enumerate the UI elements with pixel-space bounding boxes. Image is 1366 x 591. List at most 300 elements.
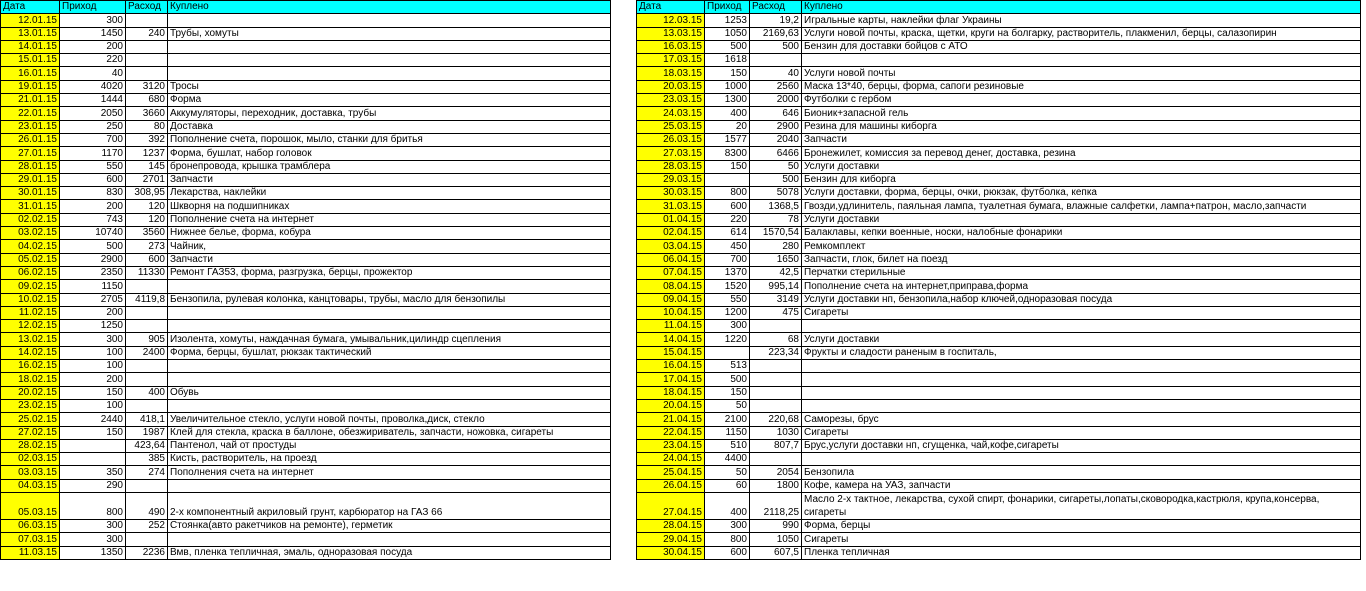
expense-cell[interactable]: 905: [126, 333, 168, 346]
bought-cell[interactable]: [168, 280, 611, 293]
date-cell[interactable]: 20.03.15: [637, 80, 705, 93]
income-cell[interactable]: 600: [705, 546, 750, 559]
bought-cell[interactable]: Услуги доставки: [802, 160, 1361, 173]
date-cell[interactable]: 16.02.15: [1, 360, 60, 373]
expense-cell[interactable]: [750, 399, 802, 412]
income-cell[interactable]: 614: [705, 227, 750, 240]
expense-cell[interactable]: 145: [126, 160, 168, 173]
income-cell[interactable]: 2705: [60, 293, 126, 306]
income-cell[interactable]: 200: [60, 200, 126, 213]
date-cell[interactable]: 14.04.15: [637, 333, 705, 346]
bought-cell[interactable]: Вмв, пленка тепличная, эмаль, одноразовая посуда: [168, 546, 611, 559]
date-cell[interactable]: 18.03.15: [637, 67, 705, 80]
income-cell[interactable]: 300: [60, 519, 126, 532]
date-cell[interactable]: 22.04.15: [637, 426, 705, 439]
income-cell[interactable]: 300: [705, 320, 750, 333]
bought-cell[interactable]: Услуги доставки: [802, 333, 1361, 346]
income-cell[interactable]: 150: [705, 160, 750, 173]
income-cell[interactable]: 350: [60, 466, 126, 479]
expense-cell[interactable]: 475: [750, 306, 802, 319]
bought-cell[interactable]: Маска 13*40, берцы, форма, сапоги резиновые: [802, 80, 1361, 93]
expense-cell[interactable]: 2054: [750, 466, 802, 479]
bought-cell[interactable]: Запчасти: [802, 133, 1361, 146]
date-cell[interactable]: 09.02.15: [1, 280, 60, 293]
expense-cell[interactable]: [126, 399, 168, 412]
bought-cell[interactable]: Форма, берцы, бушлат, рюкзак тактический: [168, 346, 611, 359]
header-income[interactable]: Приход: [60, 1, 126, 14]
date-cell[interactable]: 21.01.15: [1, 94, 60, 107]
bought-cell[interactable]: [168, 320, 611, 333]
expense-cell[interactable]: 423,64: [126, 439, 168, 452]
bought-cell[interactable]: [168, 479, 611, 492]
bought-cell[interactable]: Футболки с гербом: [802, 94, 1361, 107]
bought-cell[interactable]: 2-х компонентный акриловый грунт, карбюратор на ГАЗ 66: [168, 492, 611, 519]
date-cell[interactable]: 20.04.15: [637, 399, 705, 412]
expense-cell[interactable]: [750, 54, 802, 67]
date-cell[interactable]: 21.04.15: [637, 413, 705, 426]
bought-cell[interactable]: [168, 14, 611, 27]
expense-cell[interactable]: 50: [750, 160, 802, 173]
income-cell[interactable]: 1618: [705, 54, 750, 67]
date-cell[interactable]: 16.03.15: [637, 40, 705, 53]
expense-cell[interactable]: 11330: [126, 266, 168, 279]
bought-cell[interactable]: Резина для машины киборга: [802, 120, 1361, 133]
date-cell[interactable]: 26.03.15: [637, 133, 705, 146]
date-cell[interactable]: 24.04.15: [637, 453, 705, 466]
date-cell[interactable]: 30.03.15: [637, 187, 705, 200]
income-cell[interactable]: 10740: [60, 227, 126, 240]
bought-cell[interactable]: Кисть, растворитель, на проезд: [168, 453, 611, 466]
bought-cell[interactable]: [802, 373, 1361, 386]
date-cell[interactable]: 31.01.15: [1, 200, 60, 213]
expense-cell[interactable]: 400: [126, 386, 168, 399]
income-cell[interactable]: [60, 453, 126, 466]
income-cell[interactable]: 830: [60, 187, 126, 200]
date-cell[interactable]: 06.03.15: [1, 519, 60, 532]
date-cell[interactable]: 22.01.15: [1, 107, 60, 120]
date-cell[interactable]: 06.04.15: [637, 253, 705, 266]
expense-cell[interactable]: 1570,54: [750, 227, 802, 240]
income-cell[interactable]: 1220: [705, 333, 750, 346]
income-cell[interactable]: 4400: [705, 453, 750, 466]
expense-cell[interactable]: [126, 54, 168, 67]
date-cell[interactable]: 02.03.15: [1, 453, 60, 466]
income-cell[interactable]: 1300: [705, 94, 750, 107]
expense-cell[interactable]: [126, 67, 168, 80]
income-cell[interactable]: 450: [705, 240, 750, 253]
header-expense[interactable]: Расход: [750, 1, 802, 14]
bought-cell[interactable]: Пленка тепличная: [802, 546, 1361, 559]
date-cell[interactable]: 31.03.15: [637, 200, 705, 213]
expense-cell[interactable]: 418,1: [126, 413, 168, 426]
date-cell[interactable]: 04.03.15: [1, 479, 60, 492]
bought-cell[interactable]: Услуги новой почты: [802, 67, 1361, 80]
expense-cell[interactable]: [126, 40, 168, 53]
date-cell[interactable]: 30.04.15: [637, 546, 705, 559]
income-cell[interactable]: 20: [705, 120, 750, 133]
expense-cell[interactable]: [750, 453, 802, 466]
income-cell[interactable]: 200: [60, 306, 126, 319]
expense-cell[interactable]: 2560: [750, 80, 802, 93]
date-cell[interactable]: 17.04.15: [637, 373, 705, 386]
date-cell[interactable]: 18.04.15: [637, 386, 705, 399]
bought-cell[interactable]: Пополнения счета на интернет: [168, 466, 611, 479]
expense-cell[interactable]: 607,5: [750, 546, 802, 559]
expense-cell[interactable]: 807,7: [750, 439, 802, 452]
date-cell[interactable]: 27.03.15: [637, 147, 705, 160]
date-cell[interactable]: 15.04.15: [637, 346, 705, 359]
bought-cell[interactable]: Нижнее белье, форма, кобура: [168, 227, 611, 240]
date-cell[interactable]: 13.02.15: [1, 333, 60, 346]
income-cell[interactable]: 290: [60, 479, 126, 492]
date-cell[interactable]: 15.01.15: [1, 54, 60, 67]
header-income[interactable]: Приход: [705, 1, 750, 14]
bought-cell[interactable]: Кофе, камера на УАЗ, запчасти: [802, 479, 1361, 492]
income-cell[interactable]: 4020: [60, 80, 126, 93]
date-cell[interactable]: 07.04.15: [637, 266, 705, 279]
bought-cell[interactable]: Аккумуляторы, переходник, доставка, трубы: [168, 107, 611, 120]
income-cell[interactable]: 2050: [60, 107, 126, 120]
date-cell[interactable]: 29.01.15: [1, 173, 60, 186]
income-cell[interactable]: 800: [705, 187, 750, 200]
expense-cell[interactable]: [750, 360, 802, 373]
expense-cell[interactable]: 19,2: [750, 14, 802, 27]
bought-cell[interactable]: Услуги доставки нп, бензопила,набор ключей,одноразовая посуда: [802, 293, 1361, 306]
header-bought[interactable]: Куплено: [802, 1, 1361, 14]
income-cell[interactable]: 743: [60, 213, 126, 226]
bought-cell[interactable]: Услуги доставки, форма, берцы, очки, рюкзак, футболка, кепка: [802, 187, 1361, 200]
header-date[interactable]: Дата: [637, 1, 705, 14]
date-cell[interactable]: 23.03.15: [637, 94, 705, 107]
date-cell[interactable]: 27.01.15: [1, 147, 60, 160]
bought-cell[interactable]: Услуги новой почты, краска, щетки, круги на болгарку, растворитель, плакменил, берцы, салазопирин: [802, 27, 1361, 40]
date-cell[interactable]: 25.03.15: [637, 120, 705, 133]
expense-cell[interactable]: 490: [126, 492, 168, 519]
income-cell[interactable]: 800: [60, 492, 126, 519]
date-cell[interactable]: 11.02.15: [1, 306, 60, 319]
bought-cell[interactable]: Гвозди,удлинитель, паяльная лампа, туалетная бумага, влажные салфетки, лампа+патрон, масло,запчасти: [802, 200, 1361, 213]
income-cell[interactable]: 1350: [60, 546, 126, 559]
bought-cell[interactable]: [802, 399, 1361, 412]
income-cell[interactable]: 500: [60, 240, 126, 253]
expense-cell[interactable]: [750, 386, 802, 399]
bought-cell[interactable]: Масло 2-х тактное, лекарства, сухой спирт, фонарики, сигареты,лопаты,сковородка,кастрюля, крупа,консерва, сигареты: [802, 492, 1361, 519]
date-cell[interactable]: 26.04.15: [637, 479, 705, 492]
bought-cell[interactable]: Ремкомплект: [802, 240, 1361, 253]
income-cell[interactable]: 800: [705, 533, 750, 546]
income-cell[interactable]: 510: [705, 439, 750, 452]
expense-cell[interactable]: 385: [126, 453, 168, 466]
date-cell[interactable]: 30.01.15: [1, 187, 60, 200]
income-cell[interactable]: 300: [705, 519, 750, 532]
date-cell[interactable]: 27.04.15: [637, 492, 705, 519]
bought-cell[interactable]: [168, 67, 611, 80]
date-cell[interactable]: 09.04.15: [637, 293, 705, 306]
bought-cell[interactable]: Перчатки стерильные: [802, 266, 1361, 279]
date-cell[interactable]: 01.04.15: [637, 213, 705, 226]
bought-cell[interactable]: Сигареты: [802, 533, 1361, 546]
bought-cell[interactable]: [168, 360, 611, 373]
bought-cell[interactable]: [802, 360, 1361, 373]
income-cell[interactable]: [705, 346, 750, 359]
bought-cell[interactable]: Шкворня на подшипниках: [168, 200, 611, 213]
expense-cell[interactable]: 2400: [126, 346, 168, 359]
date-cell[interactable]: 03.04.15: [637, 240, 705, 253]
expense-cell[interactable]: 220,68: [750, 413, 802, 426]
expense-cell[interactable]: 2040: [750, 133, 802, 146]
bought-cell[interactable]: Изолента, хомуты, наждачная бумага, умывальник,цилиндр сцепления: [168, 333, 611, 346]
date-cell[interactable]: 18.02.15: [1, 373, 60, 386]
date-cell[interactable]: 28.03.15: [637, 160, 705, 173]
date-cell[interactable]: 03.03.15: [1, 466, 60, 479]
income-cell[interactable]: 1150: [60, 280, 126, 293]
expense-cell[interactable]: 3120: [126, 80, 168, 93]
expense-cell[interactable]: 1368,5: [750, 200, 802, 213]
bought-cell[interactable]: бронепровода, крышка трамблера: [168, 160, 611, 173]
income-cell[interactable]: 700: [705, 253, 750, 266]
income-cell[interactable]: 40: [60, 67, 126, 80]
date-cell[interactable]: 23.04.15: [637, 439, 705, 452]
date-cell[interactable]: 28.02.15: [1, 439, 60, 452]
bought-cell[interactable]: Брус,услуги доставки нп, сгущенка, чай,кофе,сигареты: [802, 439, 1361, 452]
income-cell[interactable]: 1170: [60, 147, 126, 160]
bought-cell[interactable]: Балаклавы, кепки военные, носки, налобные фонарики: [802, 227, 1361, 240]
expense-cell[interactable]: 42,5: [750, 266, 802, 279]
expense-cell[interactable]: 240: [126, 27, 168, 40]
header-expense[interactable]: Расход: [126, 1, 168, 14]
date-cell[interactable]: 04.02.15: [1, 240, 60, 253]
date-cell[interactable]: 16.01.15: [1, 67, 60, 80]
bought-cell[interactable]: Услуги доставки: [802, 213, 1361, 226]
bought-cell[interactable]: Бензопила, рулевая колонка, канцтовары, трубы, масло для бензопилы: [168, 293, 611, 306]
date-cell[interactable]: 14.02.15: [1, 346, 60, 359]
expense-cell[interactable]: 392: [126, 133, 168, 146]
bought-cell[interactable]: Бензин для доставки бойцов с АТО: [802, 40, 1361, 53]
income-cell[interactable]: 600: [705, 200, 750, 213]
income-cell[interactable]: 1444: [60, 94, 126, 107]
bought-cell[interactable]: Игральные карты, наклейки флаг Украины: [802, 14, 1361, 27]
income-cell[interactable]: 150: [60, 426, 126, 439]
bought-cell[interactable]: Трубы, хомуты: [168, 27, 611, 40]
bought-cell[interactable]: Запчасти: [168, 173, 611, 186]
income-cell[interactable]: 2900: [60, 253, 126, 266]
date-cell[interactable]: 06.02.15: [1, 266, 60, 279]
income-cell[interactable]: [705, 173, 750, 186]
expense-cell[interactable]: 1987: [126, 426, 168, 439]
bought-cell[interactable]: Чайник,: [168, 240, 611, 253]
bought-cell[interactable]: Лекарства, наклейки: [168, 187, 611, 200]
date-cell[interactable]: 10.04.15: [637, 306, 705, 319]
date-cell[interactable]: 02.04.15: [637, 227, 705, 240]
date-cell[interactable]: 02.02.15: [1, 213, 60, 226]
date-cell[interactable]: 19.01.15: [1, 80, 60, 93]
date-cell[interactable]: 16.04.15: [637, 360, 705, 373]
income-cell[interactable]: 300: [60, 14, 126, 27]
income-cell[interactable]: 400: [705, 107, 750, 120]
bought-cell[interactable]: [802, 453, 1361, 466]
expense-cell[interactable]: 2701: [126, 173, 168, 186]
bought-cell[interactable]: Тросы: [168, 80, 611, 93]
expense-cell[interactable]: 2000: [750, 94, 802, 107]
expense-cell[interactable]: 78: [750, 213, 802, 226]
expense-cell[interactable]: 280: [750, 240, 802, 253]
date-cell[interactable]: 12.02.15: [1, 320, 60, 333]
expense-cell[interactable]: 2169,63: [750, 27, 802, 40]
income-cell[interactable]: 1450: [60, 27, 126, 40]
income-cell[interactable]: 100: [60, 399, 126, 412]
bought-cell[interactable]: Увеличительное стекло, услуги новой почты, проволка,диск, стекло: [168, 413, 611, 426]
expense-cell[interactable]: [126, 320, 168, 333]
expense-cell[interactable]: 600: [126, 253, 168, 266]
expense-cell[interactable]: 5078: [750, 187, 802, 200]
expense-cell[interactable]: 120: [126, 213, 168, 226]
date-cell[interactable]: 20.02.15: [1, 386, 60, 399]
bought-cell[interactable]: [802, 320, 1361, 333]
bought-cell[interactable]: Сигареты: [802, 306, 1361, 319]
bought-cell[interactable]: Обувь: [168, 386, 611, 399]
expense-cell[interactable]: 500: [750, 40, 802, 53]
income-cell[interactable]: [60, 439, 126, 452]
date-cell[interactable]: 03.02.15: [1, 227, 60, 240]
bought-cell[interactable]: Пополнение счета на интернет,приправа,форма: [802, 280, 1361, 293]
income-cell[interactable]: 1253: [705, 14, 750, 27]
expense-cell[interactable]: 68: [750, 333, 802, 346]
expense-cell[interactable]: 3149: [750, 293, 802, 306]
header-bought[interactable]: Куплено: [168, 1, 611, 14]
bought-cell[interactable]: Бионик+запасной гель: [802, 107, 1361, 120]
date-cell[interactable]: 23.02.15: [1, 399, 60, 412]
income-cell[interactable]: 200: [60, 40, 126, 53]
date-cell[interactable]: 29.04.15: [637, 533, 705, 546]
bought-cell[interactable]: Пополнение счета, порошок, мыло, станки для бритья: [168, 133, 611, 146]
expense-cell[interactable]: 2118,25: [750, 492, 802, 519]
income-cell[interactable]: 2350: [60, 266, 126, 279]
expense-cell[interactable]: 3660: [126, 107, 168, 120]
bought-cell[interactable]: Доставка: [168, 120, 611, 133]
date-cell[interactable]: 17.03.15: [637, 54, 705, 67]
date-cell[interactable]: 14.01.15: [1, 40, 60, 53]
expense-cell[interactable]: [126, 14, 168, 27]
expense-cell[interactable]: 1030: [750, 426, 802, 439]
bought-cell[interactable]: [168, 373, 611, 386]
bought-cell[interactable]: [168, 40, 611, 53]
date-cell[interactable]: 07.03.15: [1, 533, 60, 546]
income-cell[interactable]: 250: [60, 120, 126, 133]
expense-cell[interactable]: 2236: [126, 546, 168, 559]
date-cell[interactable]: 25.02.15: [1, 413, 60, 426]
expense-cell[interactable]: 40: [750, 67, 802, 80]
date-cell[interactable]: 26.01.15: [1, 133, 60, 146]
expense-cell[interactable]: [126, 280, 168, 293]
expense-cell[interactable]: 273: [126, 240, 168, 253]
income-cell[interactable]: 220: [705, 213, 750, 226]
expense-cell[interactable]: 3560: [126, 227, 168, 240]
bought-cell[interactable]: Клей для стекла, краска в баллоне, обезжириватель, запчасти, ножовка, сигареты: [168, 426, 611, 439]
income-cell[interactable]: 60: [705, 479, 750, 492]
expense-cell[interactable]: [126, 360, 168, 373]
bought-cell[interactable]: Пополнение счета на интернет: [168, 213, 611, 226]
income-cell[interactable]: 1050: [705, 27, 750, 40]
income-cell[interactable]: 220: [60, 54, 126, 67]
expense-cell[interactable]: 1237: [126, 147, 168, 160]
date-cell[interactable]: 11.03.15: [1, 546, 60, 559]
bought-cell[interactable]: Бронежилет, комиссия за перевод денег, доставка, резина: [802, 147, 1361, 160]
income-cell[interactable]: 300: [60, 333, 126, 346]
income-cell[interactable]: 1520: [705, 280, 750, 293]
bought-cell[interactable]: Бензопила: [802, 466, 1361, 479]
date-cell[interactable]: 24.03.15: [637, 107, 705, 120]
bought-cell[interactable]: Фрукты и сладости раненым в госпиталь,: [802, 346, 1361, 359]
date-cell[interactable]: 27.02.15: [1, 426, 60, 439]
expense-cell[interactable]: 1800: [750, 479, 802, 492]
date-cell[interactable]: 28.04.15: [637, 519, 705, 532]
income-cell[interactable]: 550: [705, 293, 750, 306]
income-cell[interactable]: 150: [705, 386, 750, 399]
income-cell[interactable]: 500: [705, 40, 750, 53]
date-cell[interactable]: 05.03.15: [1, 492, 60, 519]
expense-cell[interactable]: 1650: [750, 253, 802, 266]
bought-cell[interactable]: Пантенол, чай от простуды: [168, 439, 611, 452]
income-cell[interactable]: 150: [705, 67, 750, 80]
income-cell[interactable]: 1000: [705, 80, 750, 93]
expense-cell[interactable]: 500: [750, 173, 802, 186]
income-cell[interactable]: 600: [60, 173, 126, 186]
expense-cell[interactable]: [750, 320, 802, 333]
income-cell[interactable]: 1150: [705, 426, 750, 439]
date-cell[interactable]: 29.03.15: [637, 173, 705, 186]
expense-cell[interactable]: 252: [126, 519, 168, 532]
expense-cell[interactable]: 6466: [750, 147, 802, 160]
bought-cell[interactable]: Запчасти, глок, билет на поезд: [802, 253, 1361, 266]
bought-cell[interactable]: Запчасти: [168, 253, 611, 266]
bought-cell[interactable]: [168, 54, 611, 67]
income-cell[interactable]: 100: [60, 346, 126, 359]
expense-cell[interactable]: [126, 306, 168, 319]
date-cell[interactable]: 12.03.15: [637, 14, 705, 27]
income-cell[interactable]: 513: [705, 360, 750, 373]
expense-cell[interactable]: 1050: [750, 533, 802, 546]
income-cell[interactable]: 200: [60, 373, 126, 386]
expense-cell[interactable]: 4119,8: [126, 293, 168, 306]
bought-cell[interactable]: [168, 306, 611, 319]
income-cell[interactable]: 2100: [705, 413, 750, 426]
income-cell[interactable]: 150: [60, 386, 126, 399]
bought-cell[interactable]: Сигареты: [802, 426, 1361, 439]
income-cell[interactable]: 2440: [60, 413, 126, 426]
bought-cell[interactable]: Форма: [168, 94, 611, 107]
expense-cell[interactable]: 274: [126, 466, 168, 479]
expense-cell[interactable]: [126, 479, 168, 492]
income-cell[interactable]: 8300: [705, 147, 750, 160]
expense-cell[interactable]: [126, 373, 168, 386]
header-date[interactable]: Дата: [1, 1, 60, 14]
expense-cell[interactable]: [126, 533, 168, 546]
date-cell[interactable]: 28.01.15: [1, 160, 60, 173]
date-cell[interactable]: 11.04.15: [637, 320, 705, 333]
expense-cell[interactable]: 995,14: [750, 280, 802, 293]
income-cell[interactable]: 500: [705, 373, 750, 386]
date-cell[interactable]: 12.01.15: [1, 14, 60, 27]
expense-cell[interactable]: 646: [750, 107, 802, 120]
date-cell[interactable]: 05.02.15: [1, 253, 60, 266]
bought-cell[interactable]: Саморезы, брус: [802, 413, 1361, 426]
income-cell[interactable]: 1200: [705, 306, 750, 319]
income-cell[interactable]: 1577: [705, 133, 750, 146]
bought-cell[interactable]: [802, 386, 1361, 399]
expense-cell[interactable]: 80: [126, 120, 168, 133]
expense-cell[interactable]: 120: [126, 200, 168, 213]
expense-cell[interactable]: 990: [750, 519, 802, 532]
